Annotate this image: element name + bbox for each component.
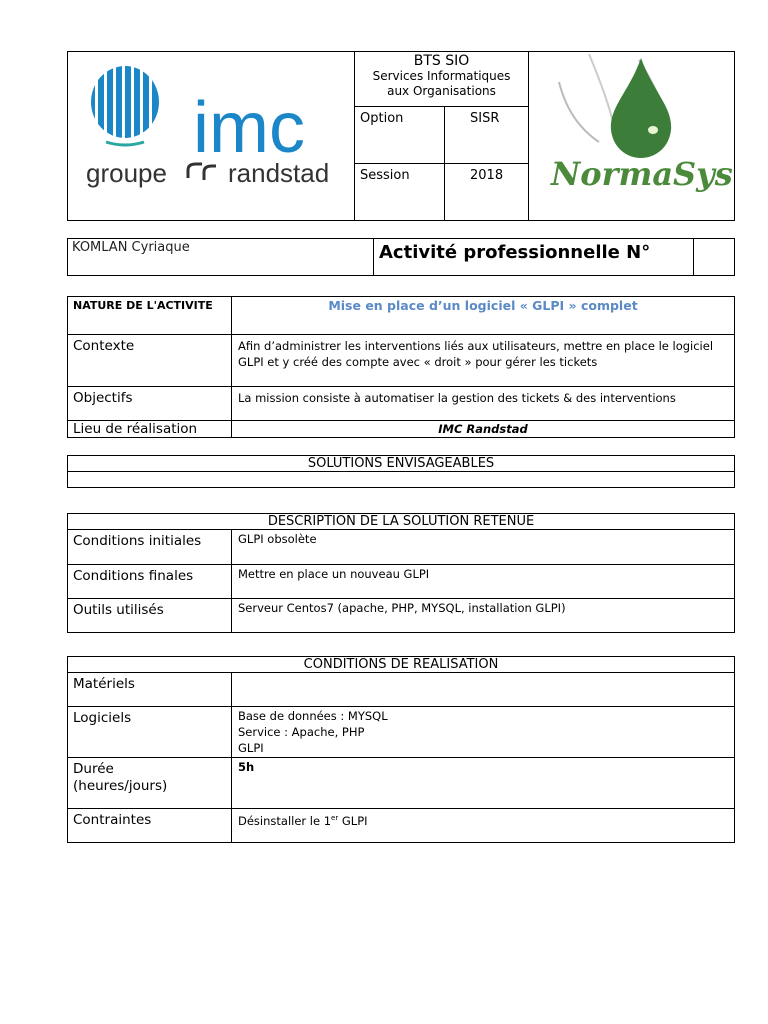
logiciels-label: Logiciels [68, 707, 232, 758]
activity-title: Mise en place d’un logiciel « GLPI » complet [232, 297, 735, 335]
activity-number [694, 239, 735, 276]
contexte-label: Contexte [68, 335, 232, 387]
materiels-value [232, 673, 735, 707]
header-table [67, 51, 735, 221]
student-name: KOMLAN Cyriaque [68, 239, 374, 276]
solutions-heading: SOLUTIONS ENVISAGEABLES [68, 456, 735, 472]
conditions-finales-value: Mettre en place un nouveau GLPI [232, 565, 735, 599]
normasys-logo-text: NormaSys [551, 155, 733, 193]
objectifs-value: La mission consiste à automatiser la gestion des tickets & des interventions [232, 387, 735, 421]
duree-label-line1: Durée [73, 761, 114, 777]
imc-logo-text: imc [193, 88, 305, 168]
session-value: 2018 [445, 163, 529, 220]
materiels-label: Matériels [68, 673, 232, 707]
description-table [67, 513, 735, 633]
imc-randstad-logo [68, 52, 354, 216]
conditions-heading: CONDITIONS DE REALISATION [68, 657, 735, 673]
imc-logo-cell [68, 52, 355, 221]
water-drop-icon [559, 54, 671, 158]
outils-label: Outils utilisés [68, 599, 232, 633]
contexte-value: Afin d’administrer les interventions liés aux utilisateurs, mettre en place le logiciel GLPI et y créé des compte avec « droit » pour gérer les tickets [232, 335, 735, 387]
bts-subtitle: Services Informatiques aux Organisations [372, 69, 511, 98]
conditions-initiales-value: GLPI obsolète [232, 530, 735, 565]
nature-table [67, 296, 735, 438]
contraintes-value [232, 809, 735, 843]
option-label: Option [355, 106, 445, 163]
bts-title: BTS SIO [413, 53, 470, 69]
logiciel-line: GLPI [238, 741, 264, 755]
conditions-finales-label: Conditions finales [68, 565, 232, 599]
imc-logo-tagline: groupe [86, 158, 167, 188]
nature-label: NATURE DE L'ACTIVITE [68, 297, 232, 335]
contraintes-sup: er [331, 814, 339, 822]
option-value: SISR [445, 106, 529, 163]
normasys-logo-cell [529, 52, 735, 221]
normasys-logo [529, 52, 734, 216]
duree-label-line2: (heures/jours) [73, 778, 168, 794]
contraintes-label: Contraintes [68, 809, 232, 843]
conditions-initiales-label: Conditions initiales [68, 530, 232, 565]
lieu-value: IMC Randstad [232, 421, 735, 438]
duree-label [68, 758, 232, 809]
logiciel-line: Service : Apache, PHP [238, 725, 365, 739]
lieu-label: Lieu de réalisation [68, 421, 232, 438]
objectifs-label: Objectifs [68, 387, 232, 421]
imc-globe-icon [91, 65, 159, 145]
solutions-content [68, 472, 735, 488]
logiciels-value [232, 707, 735, 758]
contraintes-text: Désinstaller le 1 [238, 813, 332, 828]
bts-cell [355, 52, 529, 107]
student-table [67, 238, 735, 276]
conditions-table [67, 656, 735, 843]
activity-label: Activité professionnelle N° [374, 239, 694, 276]
duree-value: 5h [232, 758, 735, 809]
session-label: Session [355, 163, 445, 220]
logiciel-line: Base de données : MYSQL [238, 709, 388, 723]
solutions-table [67, 455, 735, 488]
outils-value: Serveur Centos7 (apache, PHP, MYSQL, installation GLPI) [232, 599, 735, 633]
description-heading: DESCRIPTION DE LA SOLUTION RETENUE [68, 514, 735, 530]
randstad-logo-text: randstad [228, 158, 330, 188]
contraintes-text-end: GLPI [338, 813, 368, 828]
